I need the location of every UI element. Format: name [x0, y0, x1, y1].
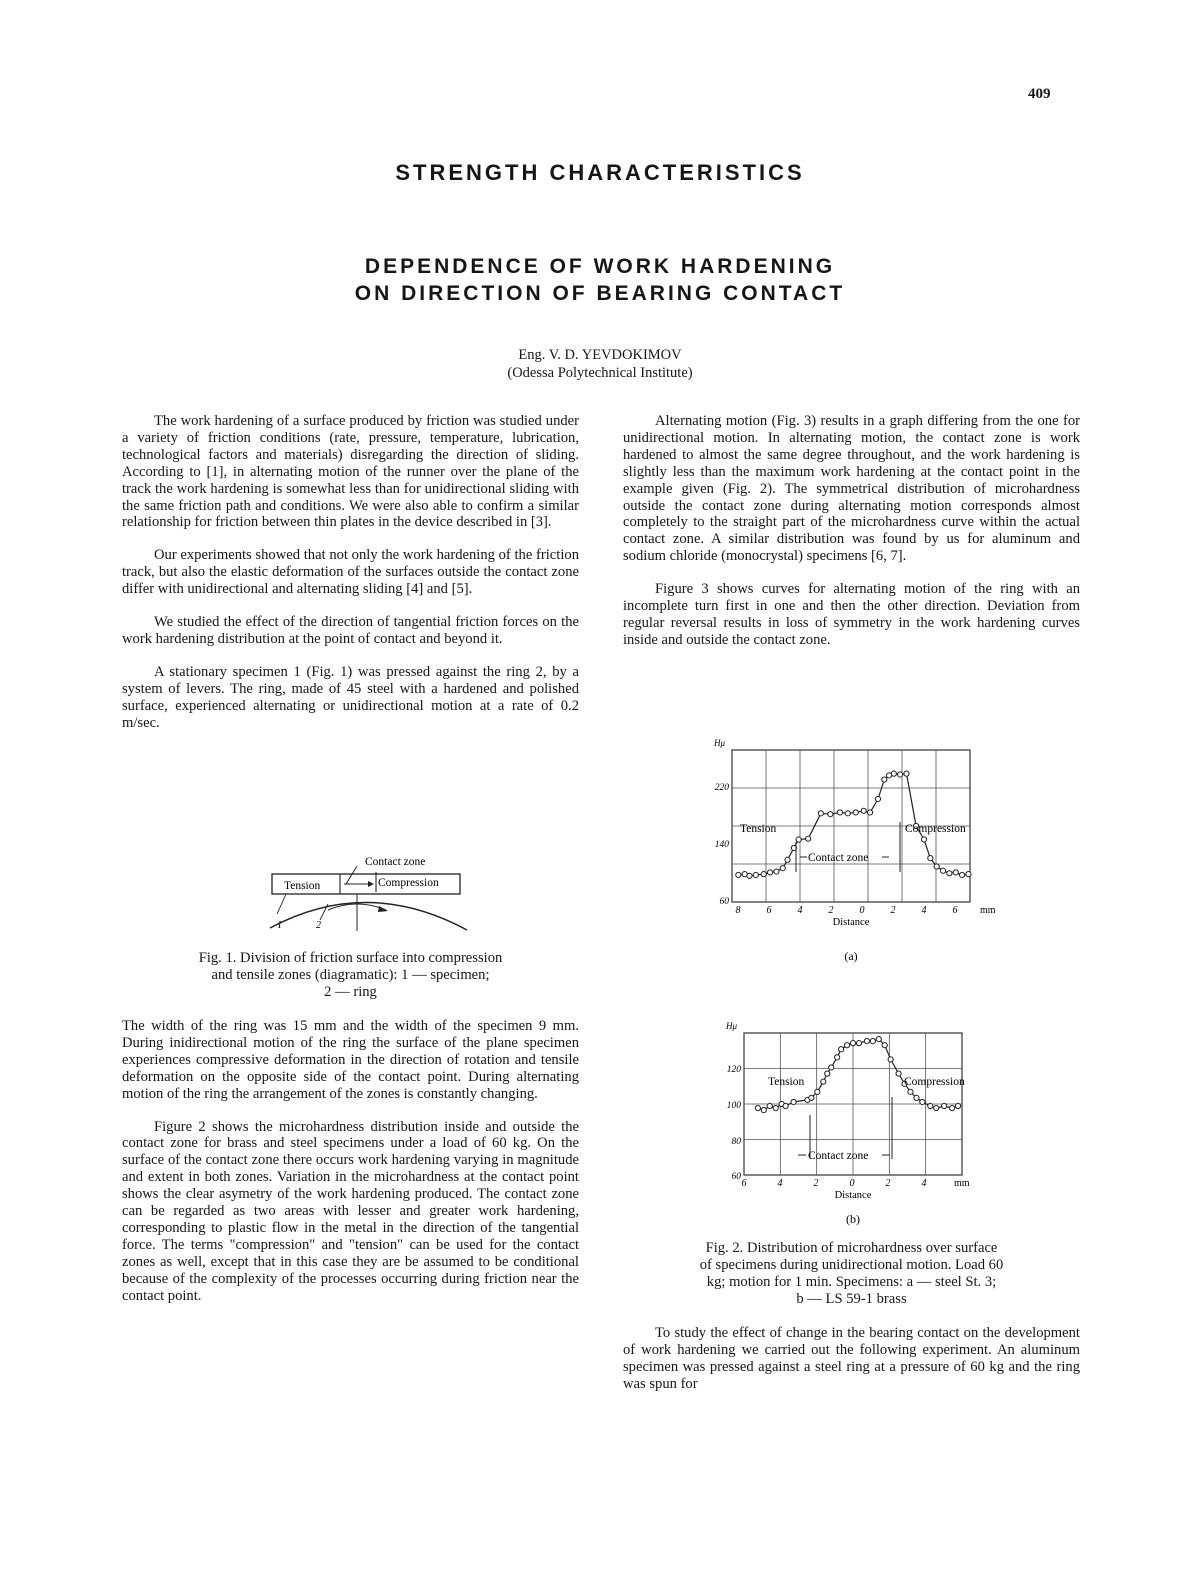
data-point [882, 777, 887, 782]
data-point [876, 1036, 881, 1041]
contact-zone-label: Contact zone [808, 852, 869, 864]
data-point [870, 1039, 875, 1044]
y-tick-label: 120 [726, 1065, 741, 1075]
y-tick-label: 60 [731, 1172, 741, 1182]
data-point [959, 872, 964, 877]
data-point [796, 837, 801, 842]
data-point [806, 836, 811, 841]
x-tick-label: 2 [813, 1178, 819, 1189]
data-point [867, 810, 872, 815]
data-point [839, 1047, 844, 1052]
data-point [761, 1107, 766, 1112]
data-point [928, 1103, 933, 1108]
x-tick-label: 6 [766, 905, 772, 916]
data-point [821, 1079, 826, 1084]
data-point [774, 869, 779, 874]
paragraph: To study the effect of change in the bearing contact on the development of work hardening we carried out the following experiment. An aluminum specimen was pressed against a steel ring at a pressure of 60 kg and the ring was spun for [623, 1325, 1080, 1392]
fig1-diagram [262, 848, 472, 933]
data-point [947, 871, 952, 876]
x-tick-label: 4 [797, 905, 803, 916]
data-point [861, 808, 866, 813]
data-point [928, 855, 933, 860]
data-point [767, 870, 772, 875]
data-point [773, 1105, 778, 1110]
caption-line: and tensile zones (diagramatic): 1 — specimen; [211, 966, 490, 983]
data-point [767, 1103, 772, 1108]
y-tick-label: 140 [714, 840, 729, 850]
data-point [891, 771, 896, 776]
x-tick-label: 2 [828, 905, 834, 916]
compression-label: Compression [905, 823, 966, 835]
caption-line: b — LS 59-1 brass [796, 1290, 907, 1307]
right-column-top [623, 413, 1080, 665]
hardness-curve [758, 1039, 958, 1110]
data-point [780, 866, 785, 871]
caption-line: kg; motion for 1 min. Specimens: a — steel St. 3; [706, 1273, 997, 1290]
data-point [815, 1089, 820, 1094]
data-point [921, 837, 926, 842]
data-point [953, 870, 958, 875]
data-point [920, 1099, 925, 1104]
right-column-bottom [623, 1325, 1080, 1409]
chart-a [700, 738, 996, 967]
data-point [914, 1095, 919, 1100]
y-axis-label: Hμ [726, 1021, 738, 1031]
contact-zone-label: Contact zone [808, 1150, 869, 1162]
data-point [791, 1099, 796, 1104]
data-point [761, 872, 766, 877]
data-point [818, 811, 823, 816]
title-line-1: DEPENDENCE OF WORK HARDENING [364, 255, 836, 278]
y-tick-label: 80 [731, 1137, 741, 1147]
data-point [850, 1041, 855, 1046]
fig2-caption [623, 1240, 1080, 1308]
x-tick-label: 4 [921, 1178, 927, 1189]
x-tick-label: 2 [885, 1178, 891, 1189]
left-column-top [122, 413, 579, 748]
article-title [0, 253, 1200, 307]
data-point [747, 873, 752, 878]
label-2: 2 [316, 920, 321, 931]
data-point [955, 1103, 960, 1108]
data-point [934, 1105, 939, 1110]
compression-label: Compression [378, 877, 439, 889]
tension-label: Tension [768, 1076, 805, 1088]
paragraph: The work hardening of a surface produced by friction was studied under a variety of friction conditions (rate, pressure, temperature, lubrication, technological factors and materials) disregarding the direction of sliding. According to [1], in alternating motion of the runner over the plane of the track the work hardening is somewhat less than for unidirectional sliding with the same friction path and conditions. We were also able to confirm a similar relationship for friction between thin plates in the device described in [3]. [122, 413, 579, 531]
chart-b [720, 1021, 990, 1230]
data-point [856, 1041, 861, 1046]
author-affiliation: (Odessa Polytechnical Institute) [507, 365, 693, 381]
data-point [898, 772, 903, 777]
data-point [753, 872, 758, 877]
data-point [844, 1043, 849, 1048]
x-unit-label: mm [954, 1178, 970, 1189]
data-point [908, 1089, 913, 1094]
y-tick-label: 100 [726, 1101, 741, 1111]
data-point [829, 1065, 834, 1070]
section-title: STRENGTH CHARACTERISTICS [395, 160, 805, 185]
x-tick-label: 4 [921, 905, 927, 916]
caption-line: Fig. 2. Distribution of microhardness over surface [705, 1240, 998, 1256]
data-point [825, 1071, 830, 1076]
data-point [942, 1103, 947, 1108]
data-point [837, 810, 842, 815]
x-tick-label: 8 [735, 905, 741, 916]
data-point [882, 1043, 887, 1048]
author-block [0, 346, 1200, 382]
left-column-bottom [122, 1018, 579, 1321]
x-tick-label: 0 [859, 905, 865, 916]
panel-label: (b) [846, 1212, 860, 1226]
x-tick-label: 0 [849, 1178, 855, 1189]
y-axis-label: Hμ [714, 738, 726, 748]
data-point [864, 1039, 869, 1044]
paragraph: Alternating motion (Fig. 3) results in a graph differing from the one for unidirectional motion. In alternating motion, the contact zone is work hardened to almost the same degree throughout, and the work hardening is slightly less than the maximum work hardening at the contact point in the example given (Fig. 2). The symmetrical distribution of microhardness outside the contact zone during alternating motion corresponds almost completely to the straight part of the microhardness curve within the actual contact zone. A similar distribution was found by us for aluminum and sodium chloride (monocrystal) specimens [6, 7]. [623, 413, 1080, 565]
data-point [755, 1105, 760, 1110]
x-axis-label: Distance [834, 1190, 872, 1201]
data-point [888, 1057, 893, 1062]
paragraph: The width of the ring was 15 mm and the width of the specimen 9 mm. During inidirectional motion of the ring the surface of the plane specimen experiences compressive deformation in the direction of rotation and tensile deformation on the opposite side of the contact point. During alternating motion of the ring the arrangement of the zones is constantly changing. [122, 1018, 579, 1102]
panel-label: (a) [844, 949, 858, 963]
data-point [853, 810, 858, 815]
tension-label: Tension [284, 880, 321, 892]
data-point [783, 1103, 788, 1108]
y-tick-label: 220 [714, 783, 729, 793]
data-point [785, 857, 790, 862]
author-name: Eng. V. D. YEVDOKIMOV [518, 347, 682, 363]
paragraph: Figure 3 shows curves for alternating motion of the ring with an incomplete turn first in one and then the other direction. Deviation from regular reversal results in loss of symmetry in the work hardening curves inside and outside the contact zone. [623, 581, 1080, 648]
data-point [875, 796, 880, 801]
x-tick-label: 6 [952, 905, 958, 916]
y-tick-label: 60 [719, 897, 729, 907]
page-number: 409 [1028, 86, 1051, 102]
paragraph: We studied the effect of the direction of tangential friction forces on the work hardening distribution at the point of contact and beyond it. [122, 614, 579, 647]
x-tick-label: 2 [890, 905, 896, 916]
data-point [809, 1095, 814, 1100]
x-tick-label: 6 [741, 1178, 747, 1189]
x-tick-label: 4 [777, 1178, 783, 1189]
arrowhead-icon [368, 881, 374, 887]
compression-label: Compression [904, 1076, 965, 1088]
tension-label: Tension [740, 823, 777, 835]
data-point [835, 1055, 840, 1060]
paragraph: Figure 2 shows the microhardness distribution inside and outside the contact zone for brass and steel specimens under a load of 60 kg. On the surface of the contact zone there occurs work hardening varying in magnitude and extent in both zones. Variation in the microhardness at the contact point shows the clear asymetry of the work hardening produced. The contact zone can be regarded as two areas with lesser and greater work hardening, corresponding to plastic flow in the metal in the direction of the tangential force. The terms "compression" and "tension" can be used for the contact zones as well, except that in this case they are be assumed to be conditional because of the complexity of the processes occurring during friction near the contact point. [122, 1118, 579, 1304]
data-point [736, 872, 741, 877]
contact-zone-label: Contact zone [365, 856, 426, 868]
data-point [828, 812, 833, 817]
data-point [949, 1105, 954, 1110]
x-axis-label: Distance [832, 917, 870, 928]
ring-arc [270, 902, 467, 930]
label-1: 1 [277, 920, 282, 931]
data-point [966, 872, 971, 877]
data-point [904, 771, 909, 776]
caption-line: of specimens during unidirectional motion. Load 60 [699, 1256, 1004, 1273]
title-line-2: ON DIRECTION OF BEARING CONTACT [354, 282, 846, 305]
data-point [845, 811, 850, 816]
fig1-caption [122, 950, 579, 1001]
data-point [896, 1071, 901, 1076]
caption-line: Fig. 1. Division of friction surface into compression [198, 950, 503, 966]
caption-line: 2 — ring [324, 983, 377, 1000]
x-unit-label: mm [980, 905, 996, 916]
data-point [934, 864, 939, 869]
paragraph: Our experiments showed that not only the work hardening of the friction track, but also the elastic deformation of the surfaces outside the contact zone differ with unidirectional and alternating sliding [4] and [5]. [122, 547, 579, 598]
paragraph: A stationary specimen 1 (Fig. 1) was pressed against the ring 2, by a system of levers. The ring, made of 45 steel with a hardened and polished surface, experienced alternating or unidirectional motion at a rate of 0.2 m/sec. [122, 663, 579, 731]
data-point [940, 868, 945, 873]
